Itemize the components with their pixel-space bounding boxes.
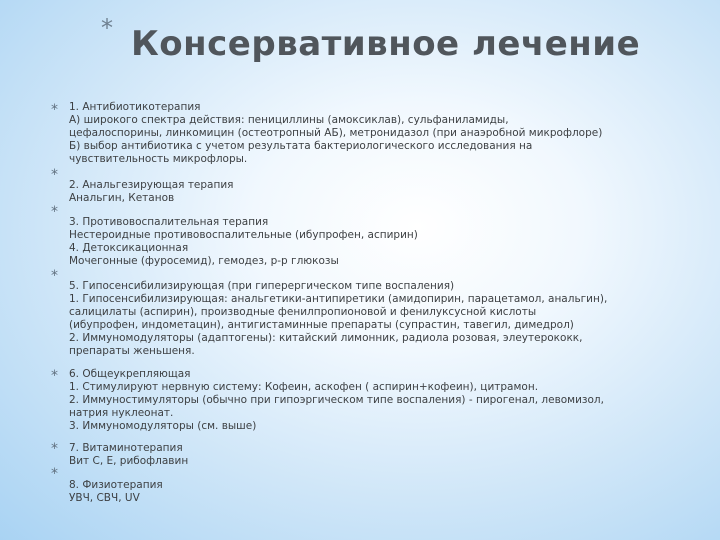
text-block-antibiotics: 1. Антибиотикотерапия А) широкого спектра действия: пенициллины (амоксиклав), сульфаниламиды, цефалоспорины, линкомицин (остеотропный АБ), метронидазол (при анаэробной микрофлоре) Б) выбор антибиотика с учетом результата бактериологического исследования на чувствительность микрофлоры. <box>69 101 603 165</box>
bullet-star: * <box>51 204 58 220</box>
bullet-star: * <box>51 167 58 183</box>
bullet-star: * <box>51 368 58 384</box>
text-block-analgesic: 2. Анальгезирующая терапия Анальгин, Кетанов <box>69 179 234 204</box>
text-block-vitamin-therapy: 7. Витаминотерапия Вит С, Е, рибофлавин <box>69 442 189 467</box>
text-block-hyposensitizing: 5. Гипосенсибилизирующая (при гиперергическом типе воспаления) 1. Гипосенсибилизирующая: анальгетики-антипиретики (амидопирин, парацетамол, анальгин), салицилаты (аспирин), производные фенилпропионовой и фенилуксусной кислоты (ибупрофен, индометацин), антигистаминные препараты (супрастин, тавегил, димедрол) 2. Иммуномодуляторы (адаптогены): китайский лимонник, радиола розовая, элеутерококк, препараты женьшеня. <box>69 280 608 357</box>
bullet-star: * <box>51 441 58 457</box>
bullet-star: * <box>51 102 58 118</box>
bullet-star: * <box>51 268 58 284</box>
text-block-physiotherapy: 8. Физиотерапия УВЧ, СВЧ, UV <box>69 479 163 504</box>
title-bullet-star: * <box>101 14 113 42</box>
text-block-general-strengthening: 6. Общеукрепляющая 1. Стимулируют нервную систему: Кофеин, аскофен ( аспирин+кофеин), цитрамон. 2. Иммуностимуляторы (обычно при гипоэргическом типе воспаления) - пирогенал, левомизол, натрия нуклеонат. 3. Иммуномодуляторы (см. выше) <box>69 368 604 432</box>
bullet-star: * <box>51 466 58 482</box>
text-block-anti-inflammatory-detox: 3. Противовоспалительная терапия Нестероидные противовоспалительные (ибупрофен, аспирин) 4. Детоксикационная Мочегонные (фуросемид), гемодез, р-р глюкозы <box>69 216 418 267</box>
slide-title: Консервативное лечение <box>131 24 641 64</box>
